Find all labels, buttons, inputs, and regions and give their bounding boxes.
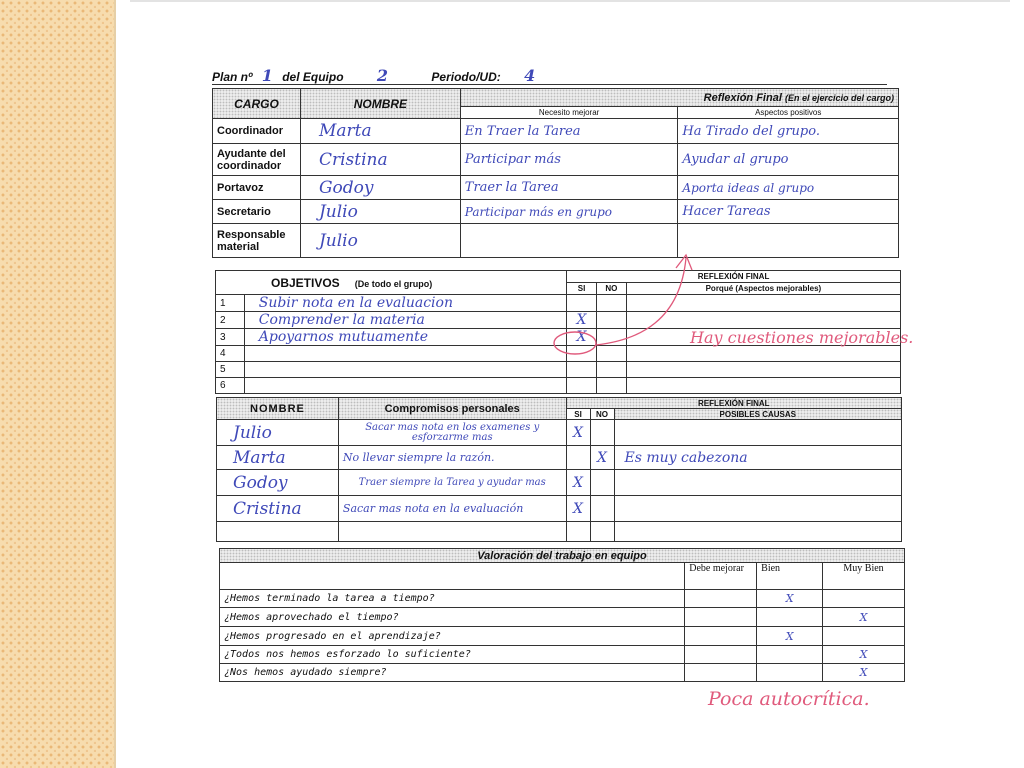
commitment-text: Sacar mas nota en los examenes y esforzarme mas xyxy=(338,420,566,446)
plan-value: 1 xyxy=(261,66,273,85)
role-nombre: Cristina xyxy=(300,144,460,176)
objectives-reflexion: REFLEXIÓN FINAL xyxy=(567,271,901,283)
commitment-no xyxy=(590,496,614,522)
valuation-row xyxy=(220,646,905,664)
objective-row xyxy=(216,378,901,394)
role-cargo: Portavoz xyxy=(213,176,301,200)
objective-si xyxy=(567,295,597,312)
role-nombre: Marta xyxy=(300,119,460,144)
commitment-causa xyxy=(614,496,902,522)
valuation-bien xyxy=(757,664,823,682)
objective-no xyxy=(596,378,626,394)
valuation-bien: X xyxy=(757,627,823,646)
objective-porque xyxy=(626,362,900,378)
objective-porque xyxy=(626,378,900,394)
valuation-muy: X xyxy=(823,664,905,682)
col-compromisos: Compromisos personales xyxy=(338,398,566,420)
objective-si: X xyxy=(567,312,597,329)
valuation-debe xyxy=(685,627,757,646)
valuation-blank-header xyxy=(220,563,685,590)
objective-si xyxy=(567,378,597,394)
commitment-row xyxy=(217,420,902,446)
role-positivo xyxy=(678,224,899,258)
col-porque: Porqué (Aspectos mejorables) xyxy=(626,283,900,295)
decorative-side-pattern xyxy=(0,0,114,768)
valuation-muy xyxy=(823,627,905,646)
col-causas: POSIBLES CAUSAS xyxy=(614,409,902,420)
role-mejorar: Traer la Tarea xyxy=(460,176,678,200)
commitment-si: X xyxy=(566,470,590,496)
col-mejorar: Necesito mejorar xyxy=(460,107,678,119)
valuation-bien xyxy=(757,608,823,627)
role-mejorar: Participar más xyxy=(460,144,678,176)
role-cargo: Coordinador xyxy=(213,119,301,144)
valuation-row xyxy=(220,608,905,627)
role-row xyxy=(213,224,899,258)
commitment-row xyxy=(217,496,902,522)
objective-number: 2 xyxy=(216,312,245,329)
role-mejorar xyxy=(460,224,678,258)
col-reflexion-title: Reflexión Final xyxy=(703,91,782,104)
team-label: del Equipo xyxy=(282,70,344,84)
role-positivo: Ha Tirado del grupo. xyxy=(678,119,899,144)
col-reflexion xyxy=(460,89,898,107)
col-si: SI xyxy=(566,409,590,420)
objective-row xyxy=(216,295,901,312)
valuation-title: Valoración del trabajo en equipo xyxy=(220,549,905,563)
valuation-muy xyxy=(823,590,905,608)
commitment-text: No llevar siempre la razón. xyxy=(338,446,566,470)
role-mejorar: Participar más en grupo xyxy=(460,200,678,224)
roles-table xyxy=(212,88,899,258)
col-positivos: Aspectos positivos xyxy=(678,107,899,119)
page-edge xyxy=(114,0,116,768)
commitment-text: Sacar mas nota en la evaluación xyxy=(338,496,566,522)
commitment-causa: Es muy cabezona xyxy=(614,446,902,470)
valuation-debe xyxy=(685,590,757,608)
valuation-question: ¿Hemos aprovechado el tiempo? xyxy=(220,608,685,627)
commitment-no xyxy=(590,420,614,446)
commitment-nombre: Marta xyxy=(217,446,339,470)
commitment-row xyxy=(217,470,902,496)
commitment-row xyxy=(217,446,902,470)
valuation-question: ¿Todos nos hemos esforzado lo suficiente? xyxy=(220,646,685,664)
top-rule xyxy=(130,0,1010,2)
commitment-nombre: Cristina xyxy=(217,496,339,522)
period-value: 4 xyxy=(524,66,536,85)
objectives-red-note: Hay cuestiones mejorables. xyxy=(690,328,914,347)
col-nombre: NOMBRE xyxy=(217,398,339,420)
objective-si: X xyxy=(567,329,597,346)
objectives-subtitle: (De todo el grupo) xyxy=(354,278,433,289)
commitment-si xyxy=(566,446,590,470)
valuation-muy: X xyxy=(823,608,905,627)
objective-text xyxy=(244,378,566,394)
commitment-si: X xyxy=(566,420,590,446)
role-cargo: Responsable material xyxy=(213,224,301,258)
objective-text: Comprender la materia xyxy=(244,312,566,329)
objective-row xyxy=(216,362,901,378)
valuation-row xyxy=(220,664,905,682)
role-row xyxy=(213,144,899,176)
valuation-question: ¿Hemos terminado la tarea a tiempo? xyxy=(220,590,685,608)
role-row xyxy=(213,176,899,200)
objective-row xyxy=(216,312,901,329)
objective-number: 3 xyxy=(216,329,245,346)
commitments-table xyxy=(216,397,902,542)
objective-text: Apoyarnos mutuamente xyxy=(244,329,566,346)
col-bien: Bien xyxy=(757,563,823,590)
objective-row xyxy=(216,346,901,362)
role-cargo: Ayudante del coordinador xyxy=(213,144,301,176)
objective-no xyxy=(596,362,626,378)
objectives-title: OBJETIVOS xyxy=(271,275,340,290)
objective-porque xyxy=(626,312,900,329)
valuation-debe xyxy=(685,664,757,682)
col-cargo: CARGO xyxy=(213,89,301,119)
valuation-bien: X xyxy=(757,590,823,608)
valuation-row xyxy=(220,627,905,646)
plan-header xyxy=(212,66,887,85)
objective-no xyxy=(596,329,626,346)
role-row xyxy=(213,119,899,144)
objective-si xyxy=(567,346,597,362)
objective-no xyxy=(596,346,626,362)
commitment-row-empty xyxy=(217,522,902,542)
period-label: Periodo/UD: xyxy=(431,70,501,84)
objective-number: 5 xyxy=(216,362,245,378)
objective-si xyxy=(567,362,597,378)
objective-no xyxy=(596,312,626,329)
objective-text: Subir nota en la evaluacion xyxy=(244,295,566,312)
commitment-nombre: Godoy xyxy=(217,470,339,496)
role-nombre: Godoy xyxy=(300,176,460,200)
role-nombre: Julio xyxy=(300,200,460,224)
commitment-no: X xyxy=(590,446,614,470)
col-no: NO xyxy=(590,409,614,420)
valuation-debe xyxy=(685,608,757,627)
objective-number: 6 xyxy=(216,378,245,394)
plan-label: Plan nº xyxy=(212,70,253,84)
objective-number: 1 xyxy=(216,295,245,312)
valuation-question: ¿Nos hemos ayudado siempre? xyxy=(220,664,685,682)
valuation-table xyxy=(219,548,905,682)
valuation-question: ¿Hemos progresado en el aprendizaje? xyxy=(220,627,685,646)
objective-no xyxy=(596,295,626,312)
valuation-bien xyxy=(757,646,823,664)
objective-porque xyxy=(626,295,900,312)
team-value: 2 xyxy=(376,66,389,85)
commitment-text: Traer siempre la Tarea y ayudar mas xyxy=(338,470,566,496)
role-mejorar: En Traer la Tarea xyxy=(460,119,678,144)
col-nombre: NOMBRE xyxy=(300,89,460,119)
commitment-nombre: Julio xyxy=(217,420,339,446)
role-nombre: Julio xyxy=(300,224,460,258)
objective-text xyxy=(244,346,566,362)
role-row xyxy=(213,200,899,224)
role-positivo: Aporta ideas al grupo xyxy=(678,176,899,200)
commitment-causa xyxy=(614,420,902,446)
valuation-muy: X xyxy=(823,646,905,664)
objectives-header xyxy=(216,271,567,295)
objective-porque xyxy=(626,346,900,362)
valuation-debe xyxy=(685,646,757,664)
col-reflexion-note: (En el ejercicio del cargo) xyxy=(784,92,894,103)
commitments-reflexion: REFLEXIÓN FINAL xyxy=(566,398,901,409)
col-muy: Muy Bien xyxy=(823,563,905,590)
objective-number: 4 xyxy=(216,346,245,362)
valuation-row xyxy=(220,590,905,608)
valuation-red-note: Poca autocrítica. xyxy=(708,688,870,710)
commitment-si: X xyxy=(566,496,590,522)
col-debe: Debe mejorar xyxy=(685,563,757,590)
col-no: NO xyxy=(596,283,626,295)
role-positivo: Hacer Tareas xyxy=(678,200,899,224)
col-si: SI xyxy=(567,283,597,295)
role-cargo: Secretario xyxy=(213,200,301,224)
role-positivo: Ayudar al grupo xyxy=(678,144,899,176)
commitment-causa xyxy=(614,470,902,496)
commitment-no xyxy=(590,470,614,496)
objective-text xyxy=(244,362,566,378)
